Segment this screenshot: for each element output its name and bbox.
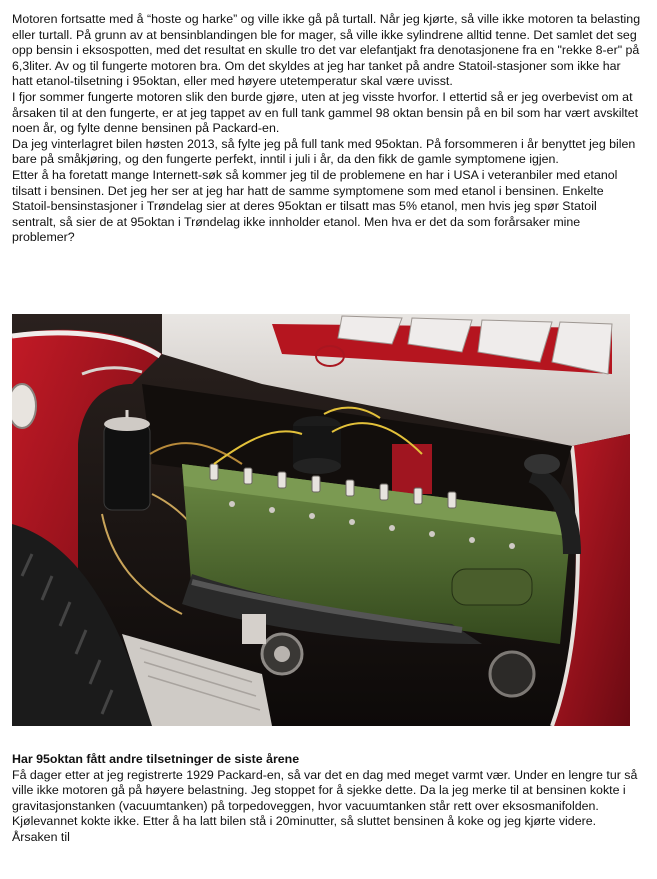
paragraph: Etter å ha foretatt mange Internett-søk så kommer jeg til de problemene en har i USA i veteranbiler med etanol tilsatt i bensinen. Det jeg her ser at jeg har hatt de samme symptomene som med etanol i bensinen. Enkelte Statoil-bensinstasjoner i Trøndelag sier at deres 95oktan er tilsatt mas 5% etanol, men hvis jeg spør Statoil sentralt, så sier de at 95oktan i Trøndelag ikke innholder etanol. Men hva er det da som forårsaker mine problemer? <box>12 167 618 245</box>
intro-text <box>12 12 642 246</box>
section-heading: Har 95oktan fått andre tilsetninger de siste årene <box>12 752 300 766</box>
paragraph: Da jeg vinterlagret bilen høsten 2013, så fylte jeg på full tank med 95oktan. På forsommeren i år benyttet jeg bilen bare på småkjøring, og den fungerte perfekt, inntil i juli i år, da den fikk de gamle symptomene igjen. <box>12 136 636 167</box>
paragraph: I fjor sommer fungerte motoren slik den burde gjøre, uten at jeg visste hvorfor. I ettertid så er jeg overbevist om at årsaken til at den fungerte, er at jeg tappet av en full tank gammel 98 oktan bensin på en bil som har vært avskiltet noen år, og fylte denne bensinen på Packard-en. <box>12 89 639 136</box>
section-body: Få dager etter at jeg registrerte 1929 Packard-en, så var det en dag med meget varmt vær. Under en lengre tur så ville ikke motoren gå på høyere belastning. Jeg stoppet for å sjekke dette. Da la jeg merke til at bensinen kokte i gravitasjonstanken (vacuumtanken) på torpedoveggen, hvor vacuumtanken står rett over eksosmanifolden. Kjølevannet kokte ikke. Etter å ha latt bilen stå i 20minutter, så sluttet bensinen å koke og jeg kjørte videre. Årsaken til <box>12 767 638 844</box>
engine-photo <box>12 314 630 726</box>
section-etanol <box>12 752 642 846</box>
paragraph: Motoren fortsatte med å “hoste og harke” og ville ikke gå på turtall. Når jeg kjørte, så ville ikke motoren ta belasting eller turtall. På grunn av at bensinblandingen ble for mager, så ville ikke sylindrene alltid tenne. Det samlet det seg opp bensin i eksospotten, med det resultat en skulle tro det var elefantjakt fra denotasjonene fra en "rekke 8-er" på 6,3liter. Av og til fungerte motoren bra. Om det skyldes at jeg har tanket på andre Statoil-stasjoner som ikke har hatt etanol-tilsetning i 95oktan, eller med høyere utetemperatur skal være uvisst. <box>12 12 641 89</box>
